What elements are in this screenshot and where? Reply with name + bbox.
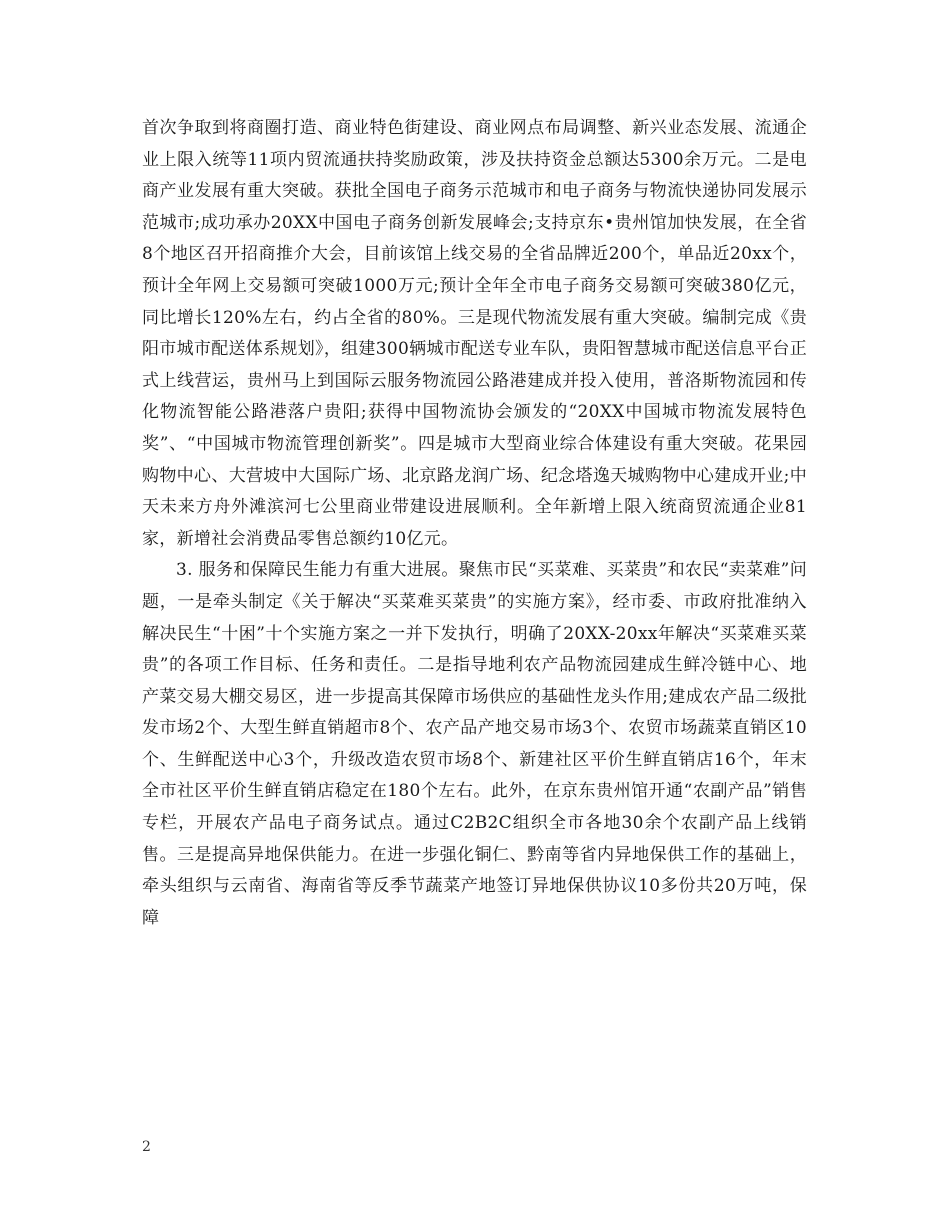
document-body <box>142 113 807 934</box>
paragraph-section-3: 3. 服务和保障民生能力有重大进展。聚焦市民“买菜难、买菜贵”和农民“卖菜难”问题，一是牵头制定《关于解决“买菜难买菜贵”的实施方案》，经市委、市政府批准纳入解决民生“十困”十个实施方案之一并下发执行，明确了20XX-20xx年解决“买菜难买菜贵”的各项工作目标、任务和责任。二是指导地利农产品物流园建成生鲜冷链中心、地产菜交易大棚交易区，进一步提高其保障市场供应的基础性龙头作用;建成农产品二级批发市场2个、大型生鲜直销超市8个、农产品产地交易市场3个、农贸市场蔬菜直销区10个、生鲜配送中心3个，升级改造农贸市场8个、新建社区平价生鲜直销店16个，年末全市社区平价生鲜直销店稳定在180个左右。此外，在京东贵州馆开通“农副产品”销售专栏，开展农产品电子商务试点。通过C2B2C组织全市各地30余个农副产品上线销售。三是提高异地保供能力。在进一步强化铜仁、黔南等省内异地保供工作的基础上，牵头组织与云南省、海南省等反季节蔬菜产地签订异地保供协议10多份共20万吨，保障 <box>142 560 807 928</box>
paragraph-continued: 首次争取到将商圈打造、商业特色街建设、商业网点布局调整、新兴业态发展、流通企业上限入统等11项内贸流通扶持奖励政策，涉及扶持资金总额达5300余万元。二是电商产业发展有重大突破。获批全国电子商务示范城市和电子商务与物流快递协同发展示范城市;成功承办20XX中国电子商务创新发展峰会;支持京东•贵州馆加快发展，在全省8个地区召开招商推介大会，目前该馆上线交易的全省品牌近200个，单品近20xx个，预计全年网上交易额可突破1000万元;预计全年全市电子商务交易额可突破380亿元，同比增长120%左右，约占全省的80%。三是现代物流发展有重大突破。编制完成《贵阳市城市配送体系规划》，组建300辆城市配送专业车队，贵阳智慧城市配送信息平台正式上线营运，贵州马上到国际云服务物流园公路港建成并投入使用，普洛斯物流园和传化物流智能公路港落户贵阳;获得中国物流协会颁发的“20XX中国城市物流发展特色奖”、“中国城市物流管理创新奖”。四是城市大型商业综合体建设有重大突破。花果园购物中心、大营坡中大国际广场、北京路龙润广场、纪念塔逸天城购物中心建成开业;中天未来方舟外滩滨河七公里商业带建设进展顺利。全年新增上限入统商贸流通企业81家，新增社会消费品零售总额约10亿元。 <box>142 118 807 549</box>
page-number: 2 <box>142 1139 151 1155</box>
